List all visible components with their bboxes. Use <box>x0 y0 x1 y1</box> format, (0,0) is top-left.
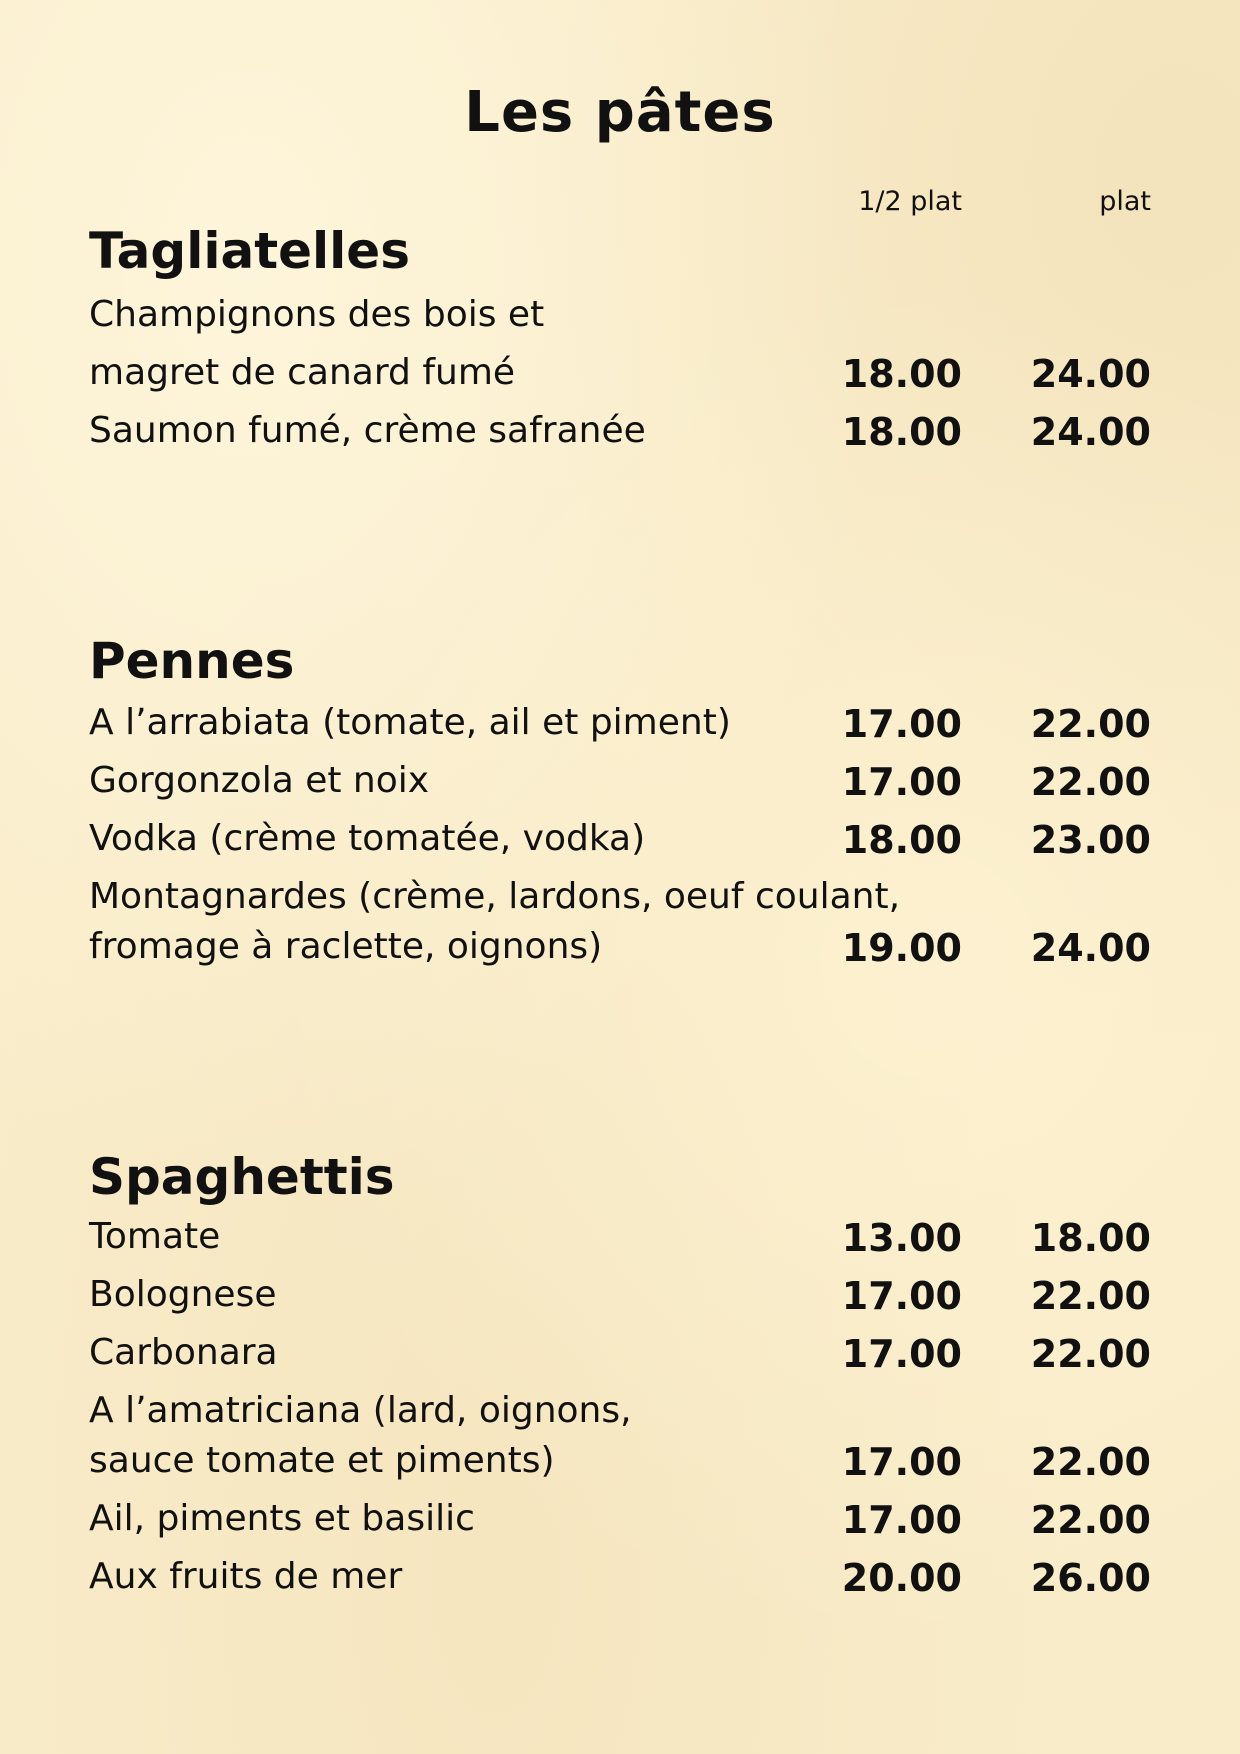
price-half-plate: 18.00 <box>841 410 962 454</box>
menu-item-name-line2: magret de canard fumé <box>89 352 516 393</box>
menu-item-name: Carbonara <box>89 1332 278 1373</box>
menu-item-name-line2: sauce tomate et piments) <box>89 1440 555 1481</box>
price-full-plate: 23.00 <box>1030 818 1151 862</box>
menu-item-name: Gorgonzola et noix <box>89 760 430 801</box>
price-full-plate: 24.00 <box>1030 352 1151 396</box>
menu-item <box>89 1216 1151 1274</box>
menu-item-name: Bolognese <box>89 1274 277 1315</box>
price-full-plate: 22.00 <box>1030 1440 1151 1484</box>
price-half-plate: 17.00 <box>841 1440 962 1484</box>
menu-item <box>89 410 1151 468</box>
menu-item <box>89 1556 1151 1614</box>
menu-item-name-line1: Montagnardes (crème, lardons, oeuf coulant, <box>89 876 901 917</box>
price-full-plate: 22.00 <box>1030 1498 1151 1542</box>
price-full-plate: 18.00 <box>1030 1216 1151 1260</box>
menu-item-continued <box>89 352 1151 410</box>
menu-item-name-line1: A l’amatriciana (lard, oignons, <box>89 1390 632 1431</box>
price-half-plate: 17.00 <box>841 702 962 746</box>
menu-item-name: Aux fruits de mer <box>89 1556 403 1597</box>
section-title-tagliatelles: Tagliatelles <box>89 222 410 280</box>
menu-item <box>89 760 1151 818</box>
price-full-plate: 24.00 <box>1030 410 1151 454</box>
price-full-plate: 24.00 <box>1030 926 1151 970</box>
section-title-spaghettis: Spaghettis <box>89 1148 395 1206</box>
menu-item <box>89 294 1151 352</box>
price-half-plate: 17.00 <box>841 1498 962 1542</box>
menu-item-name: Saumon fumé, crème safranée <box>89 410 646 451</box>
price-half-plate: 18.00 <box>841 352 962 396</box>
menu-item <box>89 1332 1151 1390</box>
price-half-plate: 19.00 <box>841 926 962 970</box>
price-full-plate: 26.00 <box>1030 1556 1151 1600</box>
column-header-full-plate: plat <box>1099 186 1151 217</box>
menu-item-name: A l’arrabiata (tomate, ail et piment) <box>89 702 731 743</box>
menu-item-name: Ail, piments et basilic <box>89 1498 475 1539</box>
price-half-plate: 17.00 <box>841 760 962 804</box>
price-half-plate: 17.00 <box>841 1274 962 1318</box>
menu-item-continued <box>89 1440 1151 1498</box>
menu-item-name-line1: Champignons des bois et <box>89 294 545 335</box>
menu-item <box>89 702 1151 760</box>
menu-item <box>89 1274 1151 1332</box>
price-half-plate: 20.00 <box>841 1556 962 1600</box>
price-half-plate: 18.00 <box>841 818 962 862</box>
page-title: Les pâtes <box>464 80 776 145</box>
price-full-plate: 22.00 <box>1030 702 1151 746</box>
price-full-plate: 22.00 <box>1030 1274 1151 1318</box>
menu-item-name-line2: fromage à raclette, oignons) <box>89 926 603 967</box>
price-half-plate: 13.00 <box>841 1216 962 1260</box>
menu-item <box>89 1498 1151 1556</box>
menu-item <box>89 818 1151 876</box>
menu-item-continued <box>89 926 1151 984</box>
menu-item-name: Vodka (crème tomatée, vodka) <box>89 818 646 859</box>
price-full-plate: 22.00 <box>1030 1332 1151 1376</box>
menu-item-name: Tomate <box>89 1216 221 1257</box>
price-full-plate: 22.00 <box>1030 760 1151 804</box>
section-title-pennes: Pennes <box>89 632 295 690</box>
column-header-half-plate: 1/2 plat <box>858 186 962 217</box>
price-half-plate: 17.00 <box>841 1332 962 1376</box>
